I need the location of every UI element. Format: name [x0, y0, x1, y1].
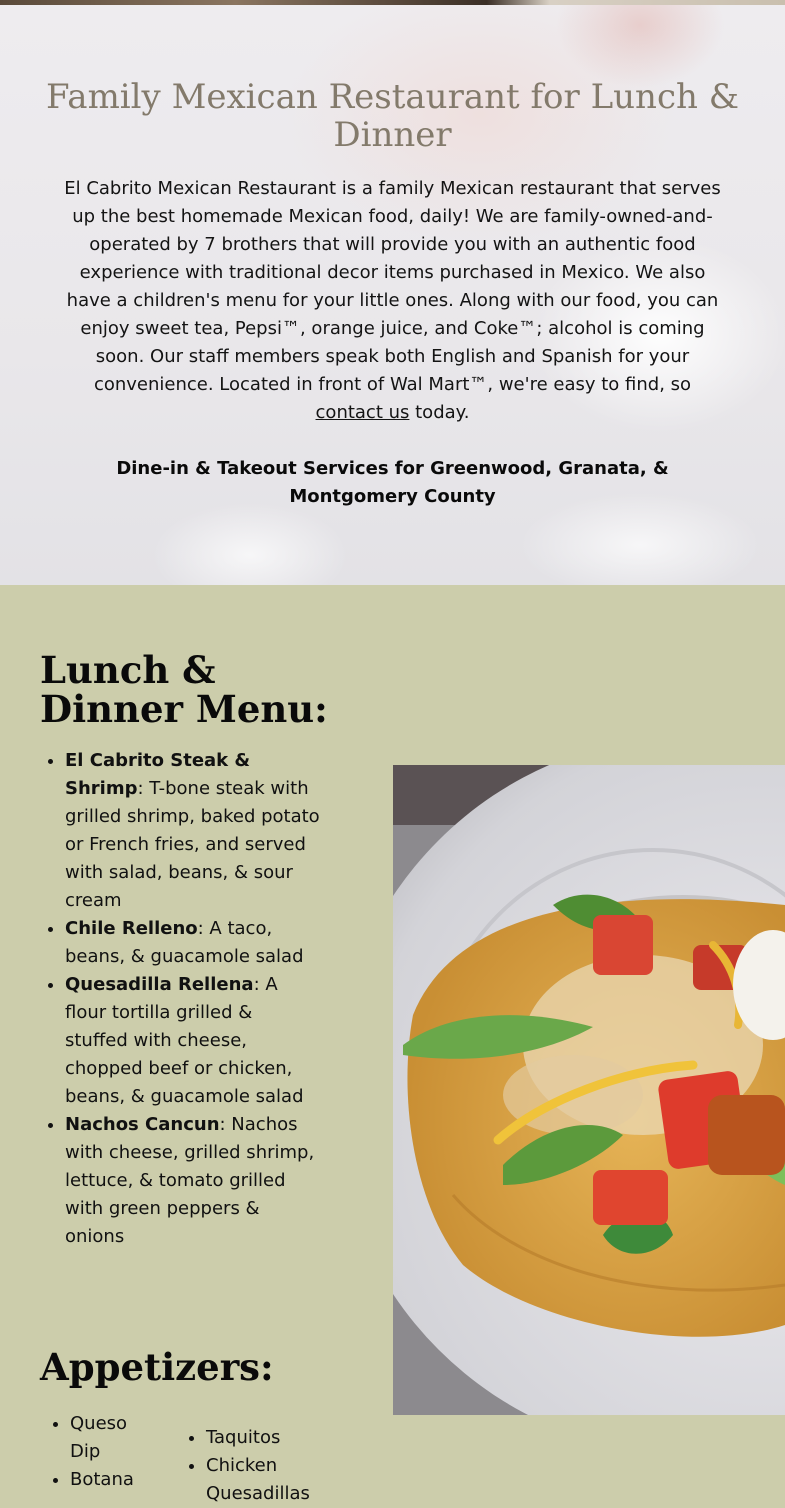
appetizers-list-right [181, 1424, 356, 1508]
menu-item-name: Nachos Cancun [65, 1114, 220, 1135]
appetizer-item: • Chicken Quesadillas [206, 1452, 356, 1508]
tostada-illustration [393, 765, 785, 1415]
appetizer-item: • Taquitos [206, 1424, 356, 1452]
menu-item-desc: : A flour tortilla grilled & stuffed with cheese, chopped beef or chicken, beans, & guacamole salad [65, 974, 304, 1107]
menu-item [65, 1111, 320, 1251]
appetizers-list-left [45, 1410, 160, 1494]
intro-paragraph [58, 175, 727, 427]
menu-item-name: Quesadilla Rellena [65, 974, 254, 995]
menu-title: Lunch & Dinner Menu: [40, 648, 328, 731]
menu-item-name: El Cabrito Steak & Shrimp [65, 750, 251, 799]
appetizer-item: • Queso Dip [70, 1410, 160, 1466]
intro-section [0, 5, 785, 585]
contact-us-link[interactable]: contact us [315, 402, 410, 423]
food-photo [393, 765, 785, 1415]
menu-item-desc: : Nachos with cheese, grilled shrimp, lettuce, & tomato grilled with green peppers & onions [65, 1114, 315, 1247]
menu-item-desc: : A taco, beans, & guacamole salad [65, 918, 304, 967]
menu-item [65, 747, 320, 915]
intro-text-end: today. [409, 402, 470, 423]
menu-item [65, 915, 320, 971]
menu-item-name: Chile Relleno [65, 918, 198, 939]
service-area-heading: Dine-in & Takeout Services for Greenwood, Granata, & Montgomery County [116, 458, 669, 507]
appetizers-title: Appetizers: [40, 1345, 274, 1389]
intro-text: El Cabrito Mexican Restaurant is a family Mexican restaurant that serves up the best homemade Mexican food, daily! We are family-owned-and-operated by 7 brothers that will provide you with an authentic food experience with traditional decor items purchased in Mexico. We also have a children's menu for your little ones. Along with our food, you can enjoy sweet tea, Pepsi™, orange juice, and Coke™; alcohol is coming soon. Our staff members speak both English and Spanish for your convenience. Located in front of Wal Mart™, we're easy to find, so [64, 178, 721, 395]
appetizer-item: • Botana [70, 1466, 160, 1494]
intro-title: Family Mexican Restaurant for Lunch & Dinner [46, 77, 739, 155]
menu-list [40, 747, 320, 1251]
menu-item [65, 971, 320, 1111]
menu-item-desc: : T-bone steak with grilled shrimp, baked potato or French fries, and served with salad, beans, & sour cream [65, 778, 320, 911]
